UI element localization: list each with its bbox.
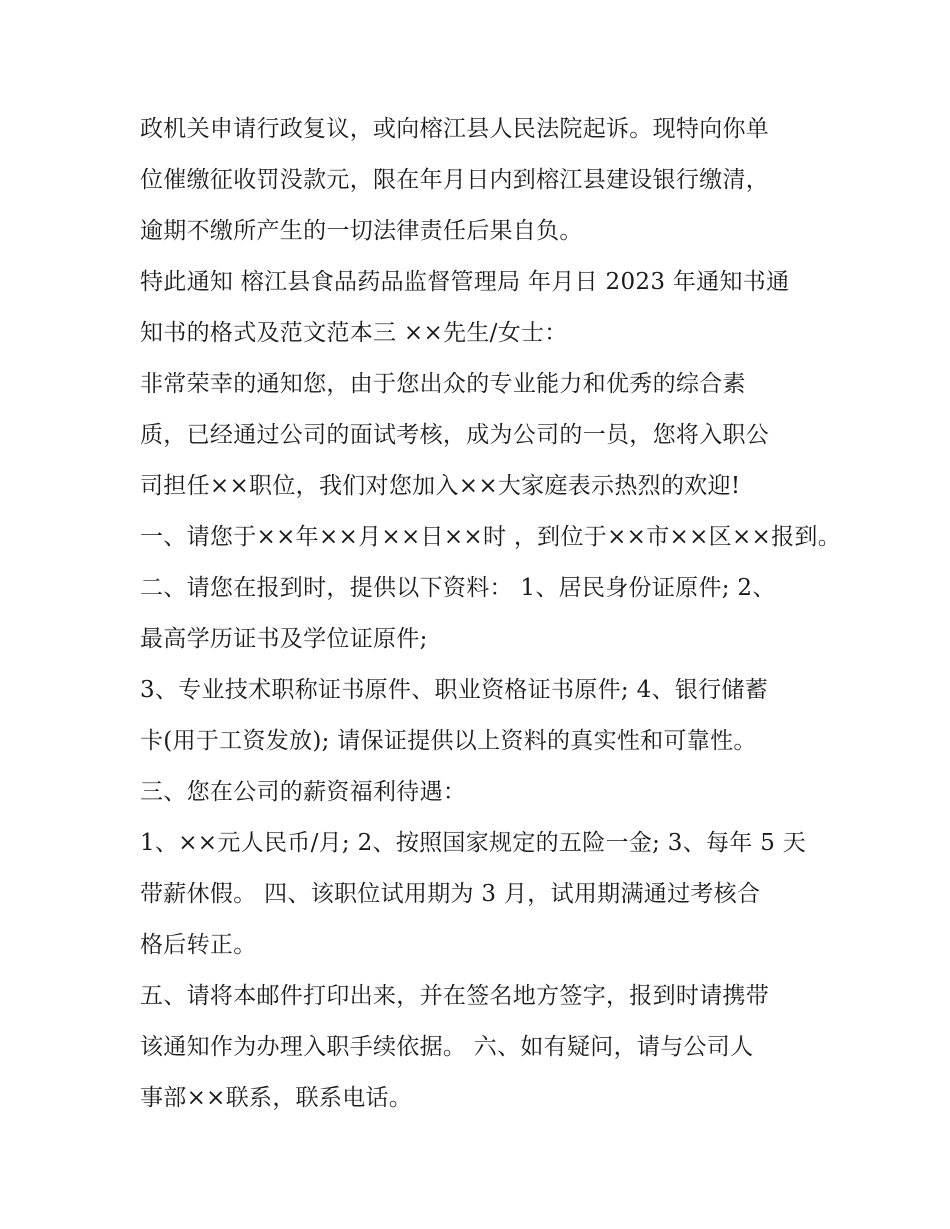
- text-line: 逾期不缴所产生的一切法律责任后果自负。: [140, 218, 583, 244]
- text-line: 政机关申请行政复议，或向榕江县人民法院起诉。现特向你单: [140, 116, 770, 142]
- document-body: [140, 104, 842, 1124]
- text-line: 该通知作为办理入职手续依据。 六、如有疑问，请与公司人: [140, 1034, 754, 1060]
- text-line: 一、请您于××年××月××日××时 ，到位于××市××区××报到。: [140, 524, 842, 550]
- text-line: 带薪休假。 四、该职位试用期为 3 月，试用期满通过考核合: [140, 881, 761, 907]
- text-line: 质，已经通过公司的面试考核，成为公司的一员，您将入职公: [140, 422, 770, 448]
- text-line: 1、××元人民币/月; 2、按照国家规定的五险一金; 3、每年 5 天: [140, 830, 807, 856]
- text-line: 司担任××职位，我们对您加入××大家庭表示热烈的欢迎!: [140, 473, 741, 499]
- text-line: 五、请将本邮件打印出来，并在签名地方签字，报到时请携带: [140, 983, 770, 1009]
- text-line: 特此通知 榕江县食品药品监督管理局 年月日 2023 年通知书通: [140, 269, 790, 295]
- text-line: 事部××联系，联系电话。: [140, 1085, 413, 1111]
- text-line: 卡(用于工资发放); 请保证提供以上资料的真实性和可靠性。: [140, 728, 757, 754]
- text-line: 格后转正。: [140, 932, 257, 958]
- text-line: 非常荣幸的通知您，由于您出众的专业能力和优秀的综合素: [140, 371, 746, 397]
- text-line: 三、您在公司的薪资福利待遇：: [140, 779, 467, 805]
- text-line: 最高学历证书及学位证原件;: [140, 626, 428, 652]
- text-line: 二、请您在报到时，提供以下资料： 1、居民身份证原件; 2、: [140, 575, 776, 601]
- text-line: 3、专业技术职称证书原件、职业资格证书原件; 4、银行储蓄: [140, 677, 769, 703]
- text-line: 位催缴征收罚没款元，限在年月日内到榕江县建设银行缴清，: [140, 167, 770, 193]
- text-line: 知书的格式及范文范本三 ××先生/女士：: [140, 320, 568, 346]
